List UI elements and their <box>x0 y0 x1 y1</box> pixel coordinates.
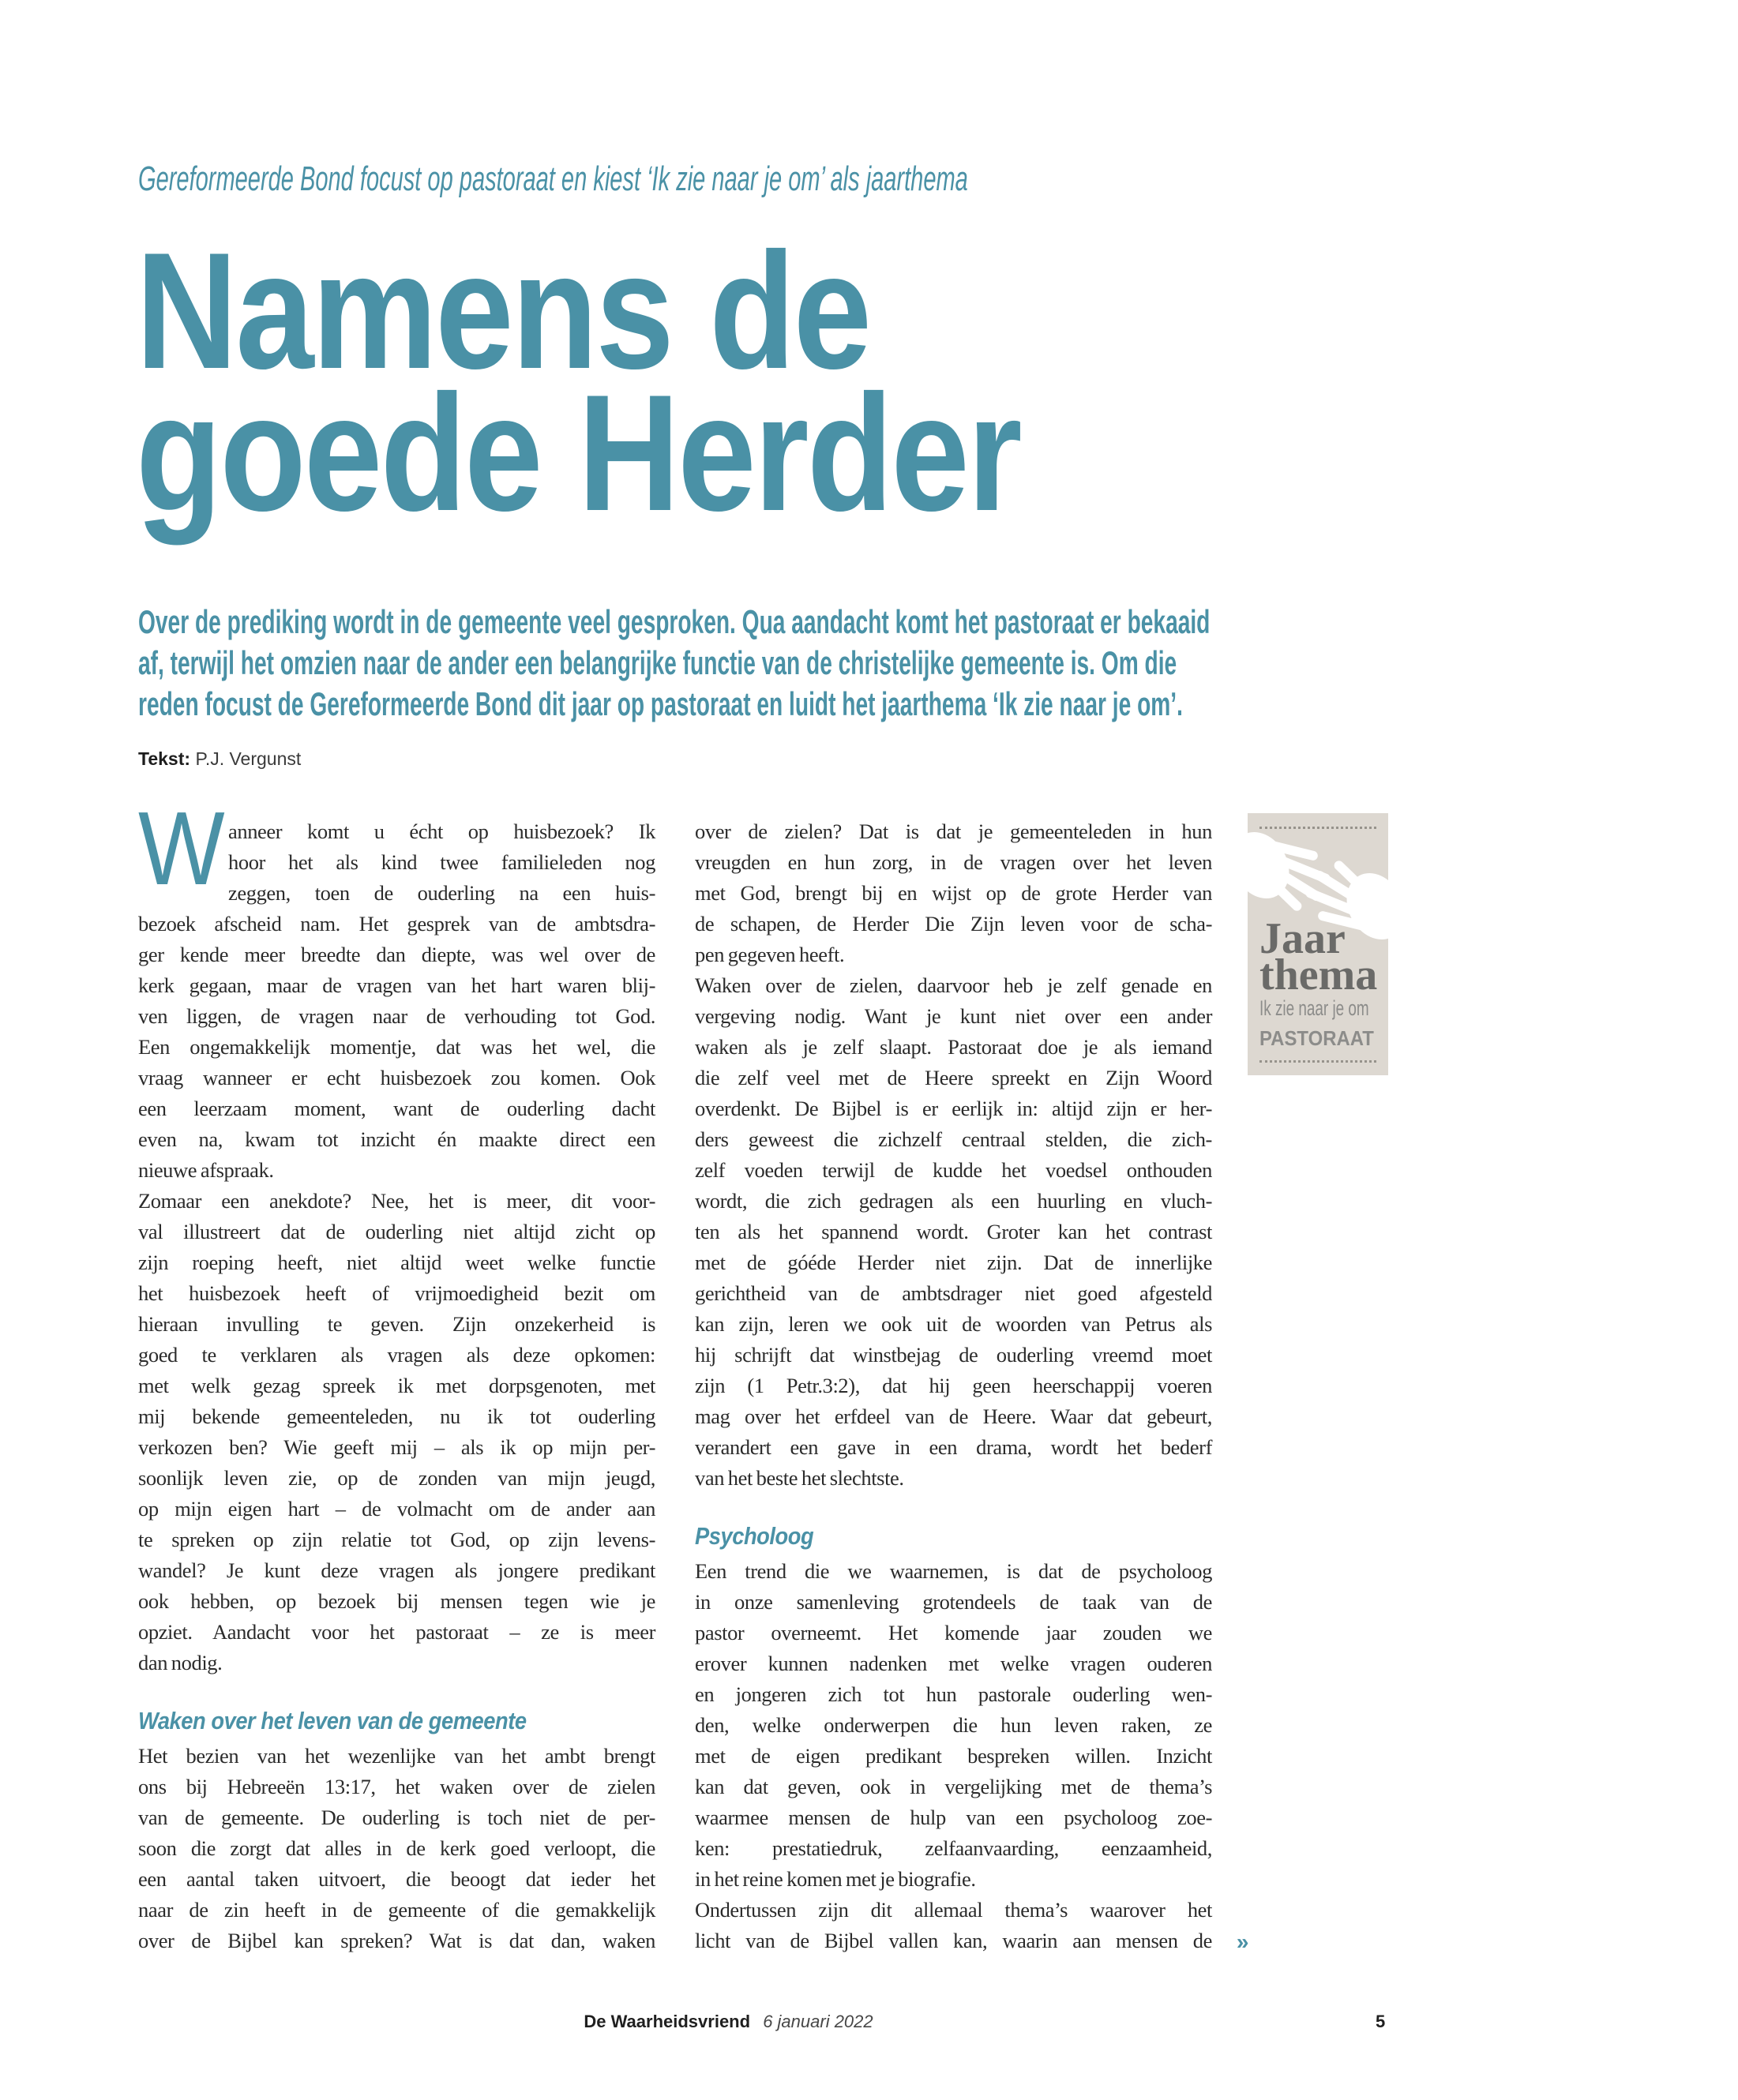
body-line: ders geweest die zichzelf centraal stelden, die zich- <box>695 1127 1212 1151</box>
body-line: hieraan invulling te geven. Zijn onzekerheid is <box>138 1312 655 1336</box>
body-line: kerk gegaan, maar de vragen van het hart waren blij- <box>138 973 655 997</box>
body-line: zeggen, toen de ouderling na een huis- <box>228 881 655 905</box>
section-heading: Waken over het leven van de gemeente <box>138 1707 527 1734</box>
body-line: ger kende meer breedte dan diepte, was wel over de <box>138 943 655 966</box>
body-line: zelf voeden terwijl de kudde het voedsel onthouden <box>695 1158 1212 1182</box>
body-line: waken als je zelf slaapt. Pastoraat doe je als iemand <box>695 1035 1212 1059</box>
dotted-divider <box>1259 1060 1376 1063</box>
intro-line: af, terwijl het omzien naar de ander een belangrijke functie van de christelijke gemeente is. Om die <box>138 644 1177 681</box>
byline <box>138 748 301 770</box>
body-line: met de góéde Herder niet zijn. Dat de innerlijke <box>695 1251 1212 1274</box>
kicker: Gereformeerde Bond focust op pastoraat en kiest ‘Ik zie naar je om’ als jaarthema <box>138 159 968 198</box>
intro-line: Over de prediking wordt in de gemeente veel gesproken. Qua aandacht komt het pastoraat er bekaaid <box>138 603 1211 640</box>
body-line: vergeving nodig. Want je kunt niet over een ander <box>695 1004 1212 1028</box>
body-line: Het bezien van het wezenlijke van het ambt brengt <box>138 1744 655 1768</box>
body-line: ons bij Hebreeën 13:17, het waken over de zielen <box>138 1775 655 1798</box>
body-line: soonlijk leven zie, op de zonden van mijn jeugd, <box>138 1466 655 1490</box>
continuation-arrow-icon: » <box>1236 1929 1248 1954</box>
body-line: Waken over de zielen, daarvoor heb je zelf genade en <box>695 973 1212 997</box>
body-line: op mijn eigen hart – de volmacht om de ander aan <box>138 1497 655 1521</box>
body-line: even na, kwam tot inzicht én maakte direct een <box>138 1127 655 1151</box>
body-line: met God, brengt bij en wijst op de grote Herder van <box>695 881 1212 905</box>
body-line: die zelf veel met de Heere spreekt en Zijn Woord <box>695 1066 1212 1089</box>
badge-subtitle: Ik zie naar je om <box>1259 996 1369 1020</box>
body-paragraph <box>695 1556 1248 1956</box>
body-line: kan dat geven, ook in vergelijking met de thema’s <box>695 1775 1212 1798</box>
body-line: met de eigen predikant bespreken willen. Inzicht <box>695 1744 1212 1768</box>
body-line: in het reine komen met je biografie. <box>695 1867 976 1891</box>
body-line: Zomaar een anekdote? Nee, het is meer, dit voor- <box>138 1189 655 1213</box>
body-column-left <box>138 790 655 1956</box>
body-line: soon die zorgt dat alles in de kerk goed verloopt, die <box>138 1836 655 1860</box>
body-line: het huisbezoek heeft of vrijmoedigheid bezit om <box>138 1281 655 1305</box>
body-line: waarmee mensen de hulp van een psycholoog zoe- <box>695 1806 1212 1829</box>
body-paragraph <box>138 790 655 1678</box>
body-line: te spreken op zijn relatie tot God, op zijn levens- <box>138 1528 655 1551</box>
body-line: hij schrijft dat winstbejag de ouderling vreemd moet <box>695 1343 1212 1367</box>
body-line: overdenkt. De Bijbel is er eerlijk in: altijd zijn er her- <box>695 1097 1212 1120</box>
body-line: den, welke onderwerpen die hun leven raken, ze <box>695 1713 1212 1737</box>
body-line: vreugden en hun zorg, in de vragen over het leven <box>695 850 1212 874</box>
body-line: hoor het als kind twee familieleden nog <box>228 850 655 874</box>
body-line: ven liggen, de vragen naar de verhouding tot God. <box>138 1004 655 1028</box>
body-line: zijn (1 Petr.3:2), dat hij geen heerschappij voeren <box>695 1374 1212 1397</box>
body-line: ook hebben, op bezoek bij mensen tegen wie je <box>138 1589 655 1613</box>
badge-title-line1: Jaar <box>1259 914 1346 963</box>
body-line: in onze samenleving grotendeels de taak van de <box>695 1590 1212 1614</box>
body-line: anneer komt u écht op huisbezoek? Ik <box>228 819 655 843</box>
body-line: kan zijn, leren we ook uit de woorden van Petrus als <box>695 1312 1212 1336</box>
body-paragraph <box>138 1741 655 1956</box>
body-line: wordt, die zich gedragen als een huurling en vluch- <box>695 1189 1212 1213</box>
body-line: zijn roeping heeft, niet altijd weet welke functie <box>138 1251 655 1274</box>
body-line: naar de zin heeft in de gemeente of die gemakkelijk <box>138 1898 655 1922</box>
body-line: en jongeren zich tot hun pastorale ouderling wen- <box>695 1682 1212 1706</box>
body-line: nieuwe afspraak. <box>138 1158 274 1182</box>
body-line: van de gemeente. De ouderling is toch niet de per- <box>138 1806 655 1829</box>
body-line: over de zielen? Dat is dat je gemeenteleden in hun <box>695 819 1212 843</box>
body-column-right <box>695 816 1248 1956</box>
page-number: 5 <box>1376 2012 1386 2031</box>
byline-name: P.J. Vergunst <box>195 748 302 769</box>
body-line: van het beste het slechtste. <box>695 1466 904 1490</box>
badge-title <box>1259 914 1378 999</box>
body-line: Ondertussen zijn dit allemaal thema’s waarover het <box>695 1898 1212 1922</box>
byline-label: Tekst: <box>138 748 191 769</box>
body-line: gerichtheid van de ambtsdrager niet goed afgesteld <box>695 1281 1212 1305</box>
body-line: Een ongemakkelijk momentje, dat was het wel, die <box>138 1035 655 1059</box>
body-line: erover kunnen nadenken met welke vragen ouderen <box>695 1652 1212 1675</box>
body-line: verandert een gave in een drama, wordt het bederf <box>695 1435 1212 1459</box>
article-title-line2: goede Herder <box>136 360 1021 546</box>
body-line: mag over het erfdeel van de Heere. Waar dat gebeurt, <box>695 1404 1212 1428</box>
body-line: verkozen ben? Wie geeft mij – als ik op mijn per- <box>138 1435 655 1459</box>
issue-date: 6 januari 2022 <box>763 2012 873 2031</box>
body-line: pen gegeven heeft. <box>695 943 845 966</box>
intro-paragraph <box>138 602 1738 725</box>
body-line: licht van de Bijbel vallen kan, waarin aan mensen de » <box>695 1926 1212 1956</box>
body-line: ken: prestatiedruk, zelfaanvaarding, eenzaamheid, <box>695 1836 1212 1860</box>
page-footer <box>0 2012 1457 2032</box>
body-line: dan nodig. <box>138 1651 223 1674</box>
jaarthema-badge <box>1248 813 1388 1075</box>
magazine-name: De Waarheidsvriend <box>584 2012 751 2031</box>
body-line: opziet. Aandacht voor het pastoraat – ze is meer <box>138 1620 655 1644</box>
intro-line: reden focust de Gereformeerde Bond dit jaar op pastoraat en luidt het jaarthema ‘Ik zie naar je om’. <box>138 685 1183 722</box>
body-line: val illustreert dat de ouderling niet altijd zicht op <box>138 1220 655 1243</box>
body-line: over de Bijbel kan spreken? Wat is dat dan, waken <box>138 1929 655 1952</box>
body-line: een leerzaam moment, want de ouderling dacht <box>138 1097 655 1120</box>
section-heading: Psycholoog <box>695 1522 814 1550</box>
body-line: vraag wanneer er echt huisbezoek zou komen. Ook <box>138 1066 655 1089</box>
body-paragraph <box>695 816 1212 1494</box>
body-line: een aantal taken uitvoert, die beoogt dat ieder het <box>138 1867 655 1891</box>
drop-cap: W <box>138 790 225 906</box>
badge-tag: PASTORAAT <box>1259 1026 1374 1050</box>
body-line: pastor overneemt. Het komende jaar zouden we <box>695 1621 1212 1644</box>
body-line: wandel? Je kunt deze vragen als jongere predikant <box>138 1558 655 1582</box>
body-line: mij bekende gemeenteleden, nu ik tot ouderling <box>138 1404 655 1428</box>
body-line: bezoek afscheid nam. Het gesprek van de ambtsdra- <box>138 912 655 936</box>
article-title <box>136 218 1177 546</box>
body-line: Een trend die we waarnemen, is dat de psycholoog <box>695 1559 1212 1583</box>
body-line: met welk gezag spreek ik met dorpsgenoten, met <box>138 1374 655 1397</box>
body-line: ten als het spannend wordt. Groter kan het contrast <box>695 1220 1212 1243</box>
body-line: de schapen, de Herder Die Zijn leven voor de scha- <box>695 912 1212 936</box>
article-title-line1: Namens de <box>136 218 870 403</box>
body-line: goed te verklaren als vragen als deze opkomen: <box>138 1343 655 1367</box>
badge-title-line2: thema <box>1259 951 1378 999</box>
